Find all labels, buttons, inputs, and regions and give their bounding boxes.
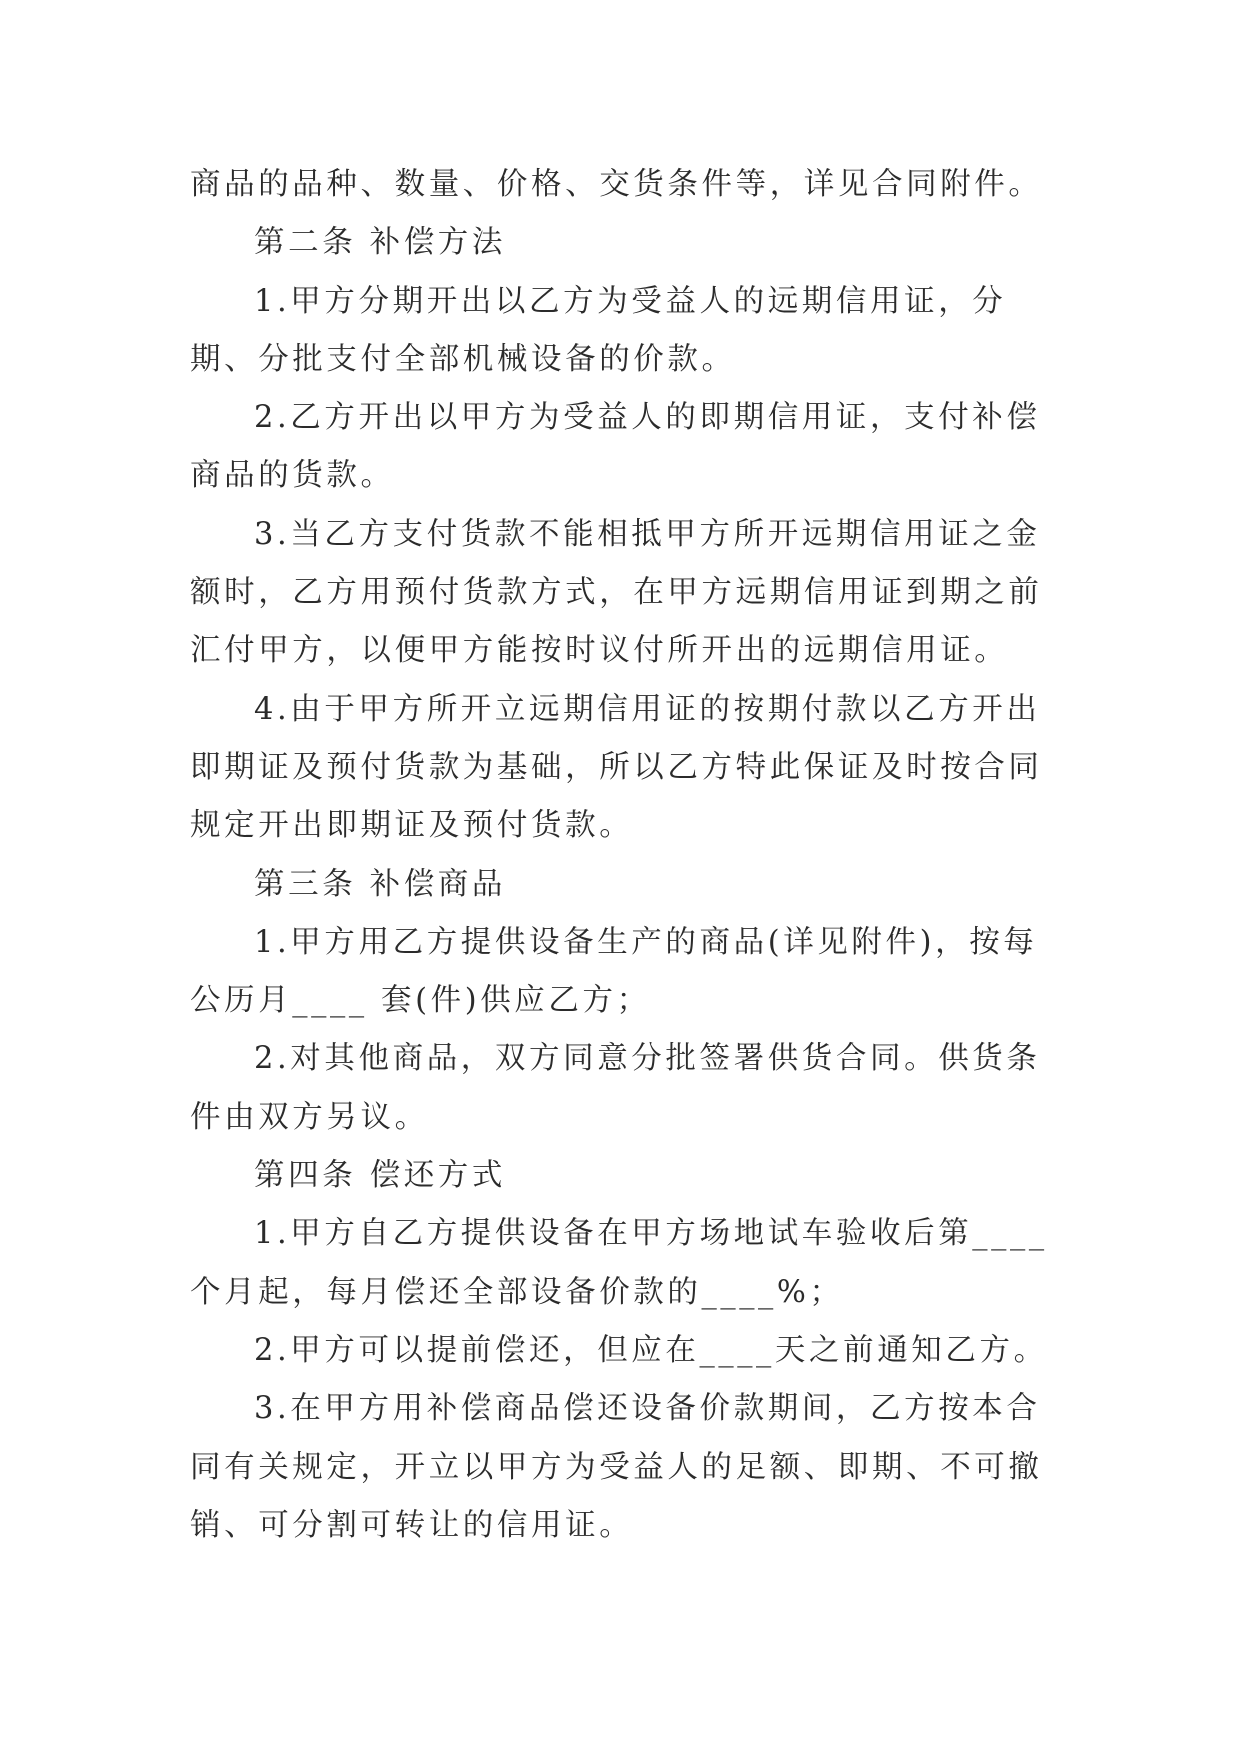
paragraph-article-4-item-1: 1.甲方自乙方提供设备在甲方场地试车验收后第____个月起，每月偿还全部设备价款的____%； — [190, 1216, 1048, 1310]
paragraph-goods-terms: 商品的品种、数量、价格、交货条件等，详见合同附件。 — [190, 167, 1043, 202]
paragraph-article-4-item-2: 2.甲方可以提前偿还，但应在____天之前通知乙方。 — [254, 1332, 1048, 1368]
paragraph-article-2-item-4: 4.由于甲方所开立远期信用证的按期付款以乙方开出即期证及预付货款为基础，所以乙方特此保证及时按合同规定开出即期证及预付货款。 — [190, 691, 1043, 844]
section-heading-article-2: 第二条 补偿方法 — [254, 225, 506, 261]
section-heading-article-4: 第四条 偿还方式 — [254, 1158, 506, 1194]
paragraph-article-2-item-3: 3.当乙方支付货款不能相抵甲方所开远期信用证之金额时，乙方用预付货款方式，在甲方远期信用证到期之前汇付甲方，以便甲方能按时议付所开出的远期信用证。 — [190, 516, 1043, 669]
paragraph-article-2-item-2: 2.乙方开出以甲方为受益人的即期信用证，支付补偿商品的货款。 — [190, 400, 1041, 494]
document-body — [190, 156, 1065, 1555]
paragraph-article-2-item-1: 1.甲方分期开出以乙方为受益人的远期信用证，分期、分批支付全部机械设备的价款。 — [190, 283, 1007, 377]
paragraph-article-3-item-2: 2.对其他商品，双方同意分批签署供货合同。供货条件由双方另议。 — [190, 1041, 1041, 1135]
section-heading-article-3: 第三条 补偿商品 — [254, 866, 506, 902]
paragraph-article-3-item-1: 1.甲方用乙方提供设备生产的商品(详见附件)，按每公历月____ 套(件)供应乙方； — [190, 924, 1038, 1019]
paragraph-article-4-item-3: 3.在甲方用补偿商品偿还设备价款期间，乙方按本合同有关规定，开立以甲方为受益人的足额、即期、不可撤销、可分割可转让的信用证。 — [190, 1391, 1043, 1543]
